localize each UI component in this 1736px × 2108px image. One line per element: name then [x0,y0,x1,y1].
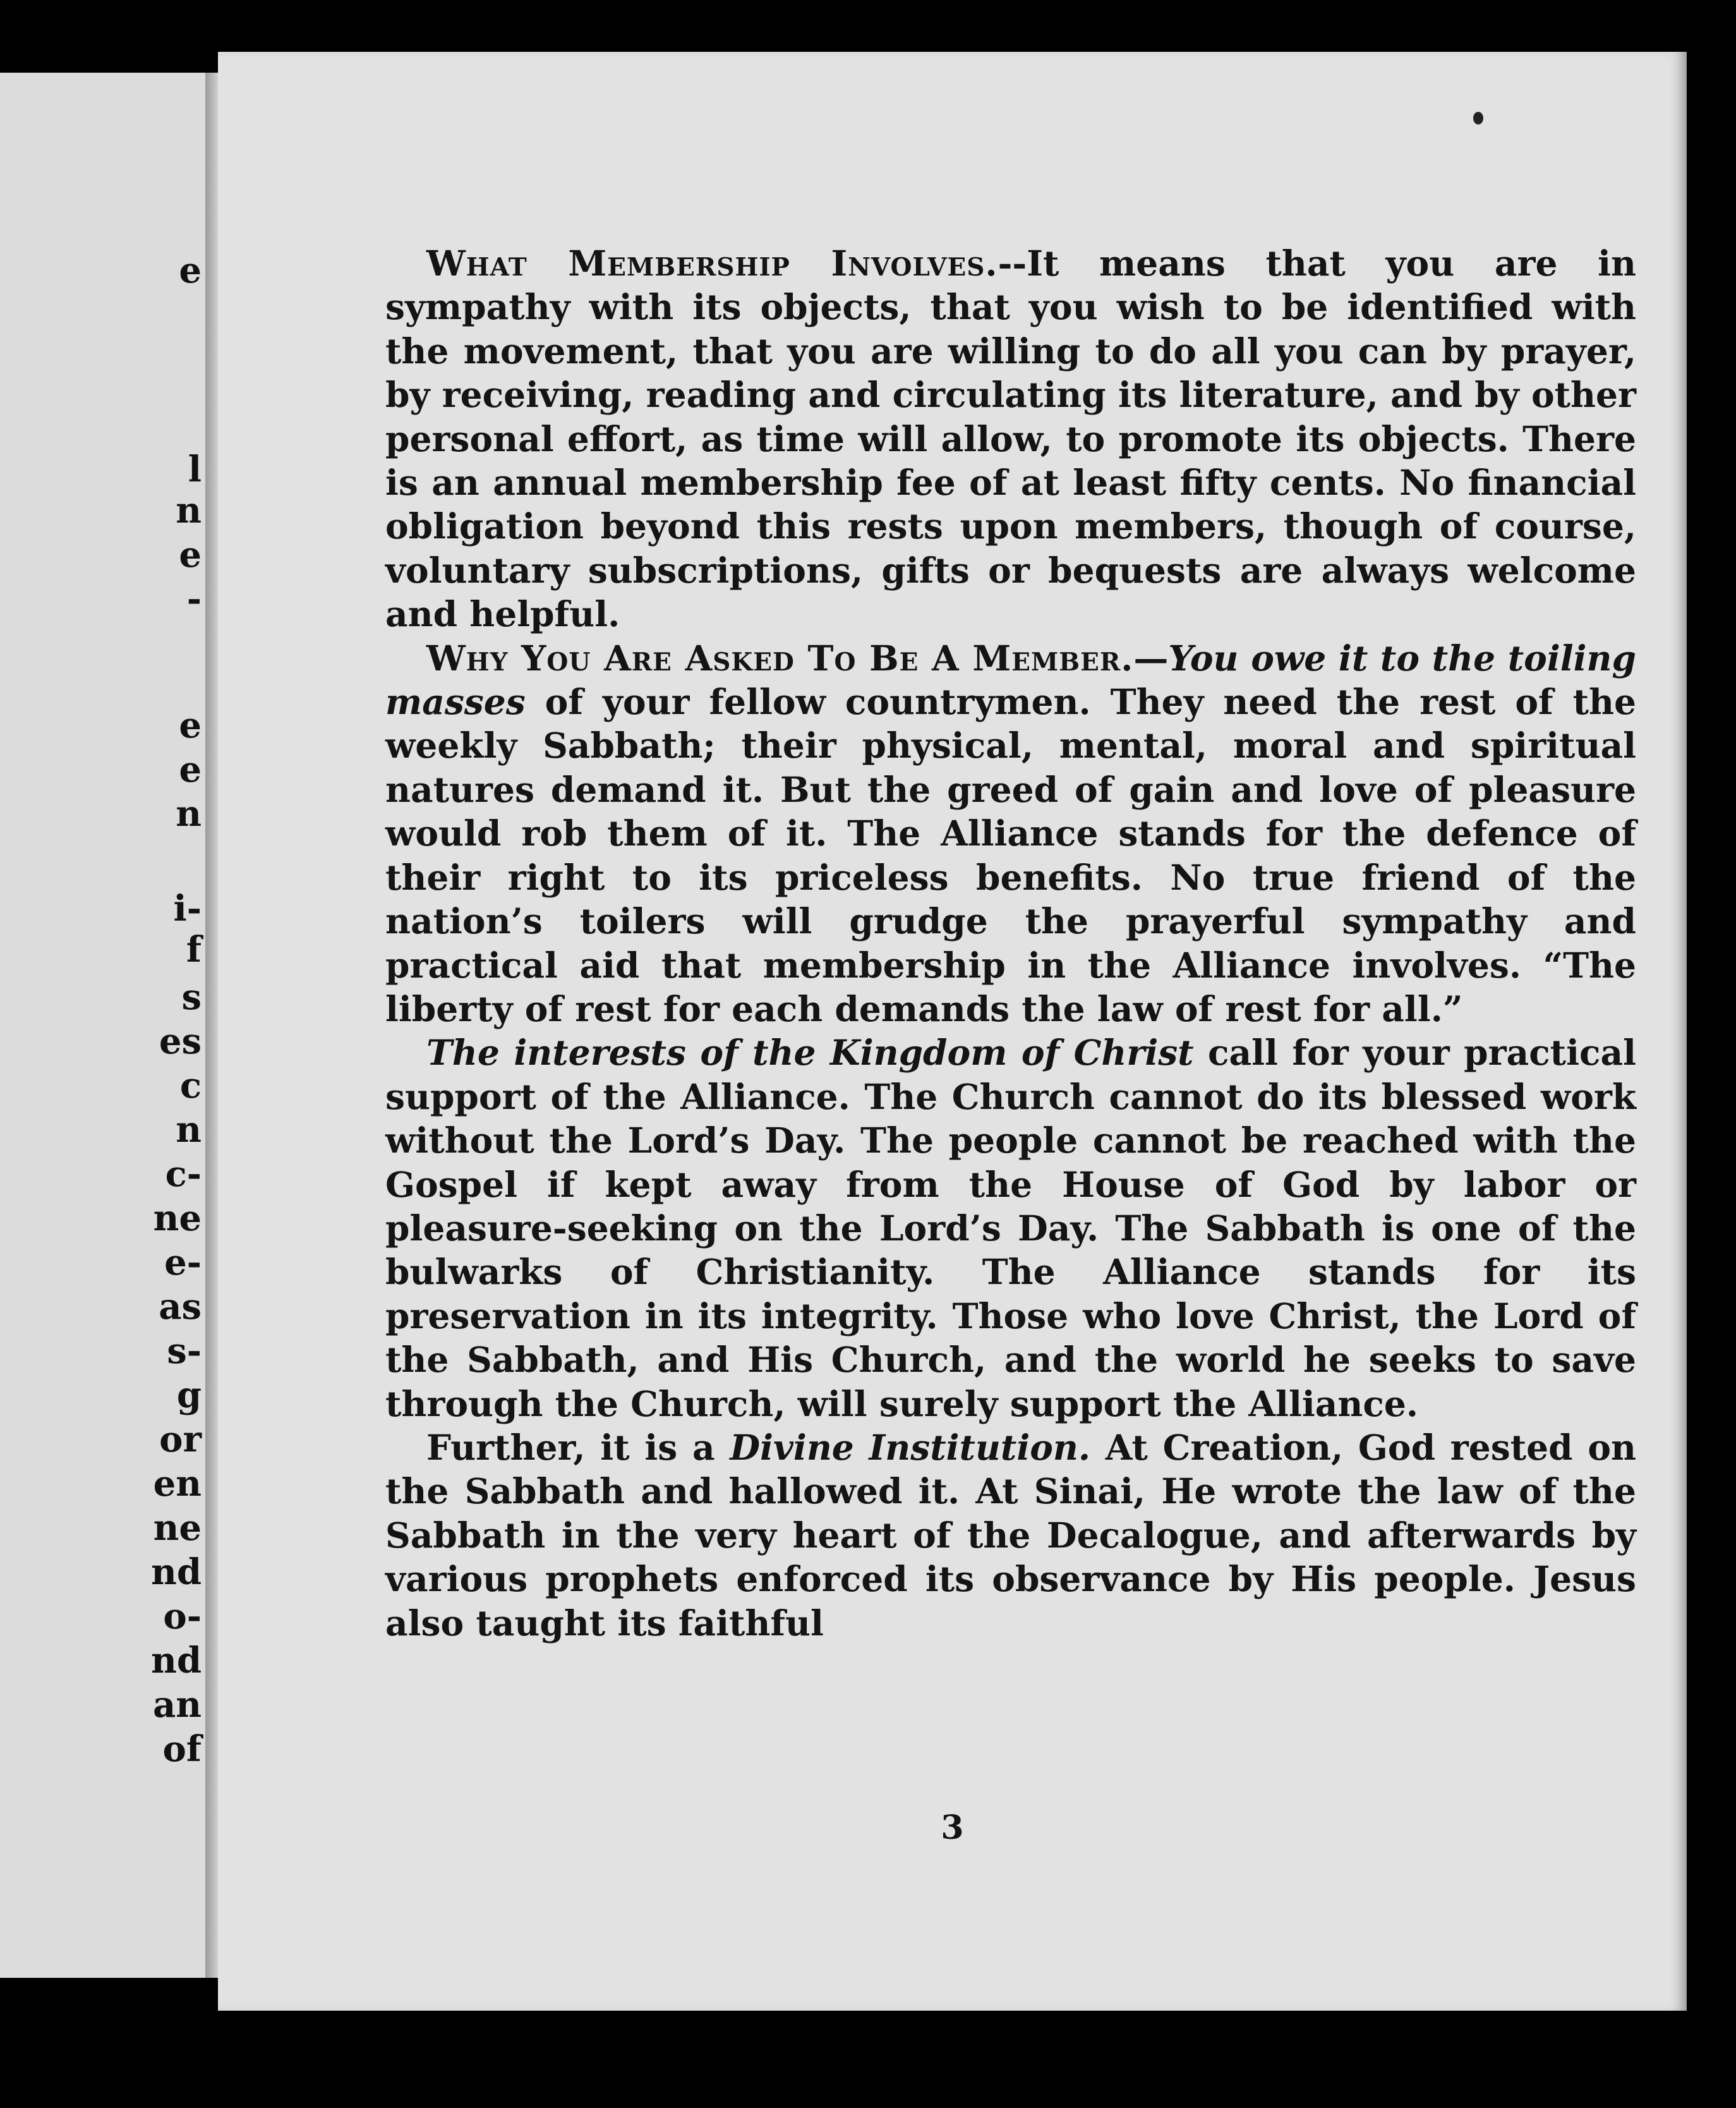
left-page-fragment: s [181,976,202,1018]
left-page-fragment: es [159,1021,202,1062]
left-page-fragment: c- [165,1153,202,1195]
left-page-fragment: e [179,250,202,291]
paragraph-kingdom [385,1031,1636,1426]
right-page [218,52,1687,2011]
paragraph-divine [385,1426,1636,1645]
left-page-fragment: nd [151,1551,202,1593]
left-page-edge [0,73,205,1978]
left-page-fragment: ne [153,1507,202,1549]
paragraph-divine-lead: Further, it is a [426,1426,730,1468]
page-fold [205,73,218,1978]
left-page-fragment: - [186,578,202,620]
italic-divine-institution: Divine Institution. [730,1426,1091,1468]
left-page-fragment: l [188,449,202,490]
heading-why-member: Why You Are Asked To Be A Member. [426,637,1134,679]
left-page-fragment: an [153,1684,202,1726]
left-page-fragment: s- [167,1330,202,1372]
italic-kingdom-of-christ: The interests of the Kingdom of Christ [426,1032,1194,1074]
ink-speck [1473,112,1483,124]
paragraph-membership [385,241,1636,636]
left-page-fragment: nd [151,1640,202,1681]
left-page-fragment: c [179,1065,202,1106]
left-page-fragment: n [176,1109,202,1151]
left-page-fragment: ne [153,1197,202,1239]
paragraph-membership-text: --It means that you are in sympathy with its objects, that you wish to be identified with the movement, that you are willing to do all you can by prayer, by receiving, reading and circulating its literature, and by other personal effort, as time will allow, to promote its objects. There is an annual membership fee of at least fifty cents. No financial obligation beyond this rests upon members, though of course, voluntary subscriptions, gifts or bequests are always welcome and helpful. [385,243,1636,635]
heading-membership: What Membership Involves. [426,243,998,284]
left-page-fragment: g [176,1374,202,1416]
left-page-fragment: en [153,1463,202,1505]
left-page-fragment: as [159,1286,202,1328]
left-page-fragment: or [159,1419,202,1460]
body-text [385,241,1636,1645]
left-page-fragment: e- [164,1242,202,1283]
left-page-fragment: n [176,793,202,835]
heading-dash: — [1133,637,1169,679]
left-page-fragment: e [179,705,202,746]
left-page-fragment: of [162,1728,202,1770]
paragraph-kingdom-text: call for your practical support of the Alliance. The Church cannot do its blessed work without the Lord’s Day. The people cannot be reached with the Gospel if kept away from the House of God by labor or pleasure-seeking on the Lord’s Day. The Sabbath is one of the bulwarks of Christianity. The Alliance stands for its preservation in its integrity. Those who love Christ, the Lord of the Sabbath, and His Church, and the world he seeks to save through the Church, will surely support the Alliance. [385,1032,1637,1424]
left-page-fragment: n [176,490,202,531]
left-page-fragment: f [186,929,202,971]
left-page-fragment: i- [173,888,202,930]
italic-toiling-masses: You owe it to the toiling masses [385,637,1636,723]
page-number: 3 [941,1808,964,1847]
left-page-fragment: o- [163,1596,202,1637]
paragraph-why-member-text: of your fellow countrymen. They need the rest of the weekly Sabbath; their physical, mental, moral and spiritual natures demand it. But the greed of gain and love of pleasure would rob them of it. The Alliance stands for the defence of their right to its priceless benefits. No true friend of the nation’s toilers will grudge the prayerful sympathy and practical aid that membership in the Alliance involves. “The liberty of rest for each demands the law of rest for all.” [385,681,1636,1029]
paragraph-divine-text: At Creation, God rested on the Sabbath and hallowed it. At Sinai, He wrote the law of the Sabbath in the very heart of the Decalogue, and afterwards by various prophets enforced its observance by His people. Jesus also taught its faithful [385,1426,1636,1644]
left-page-fragment: e [179,534,202,576]
paragraph-why-member [385,636,1636,1031]
left-page-fragment: e [179,749,202,790]
